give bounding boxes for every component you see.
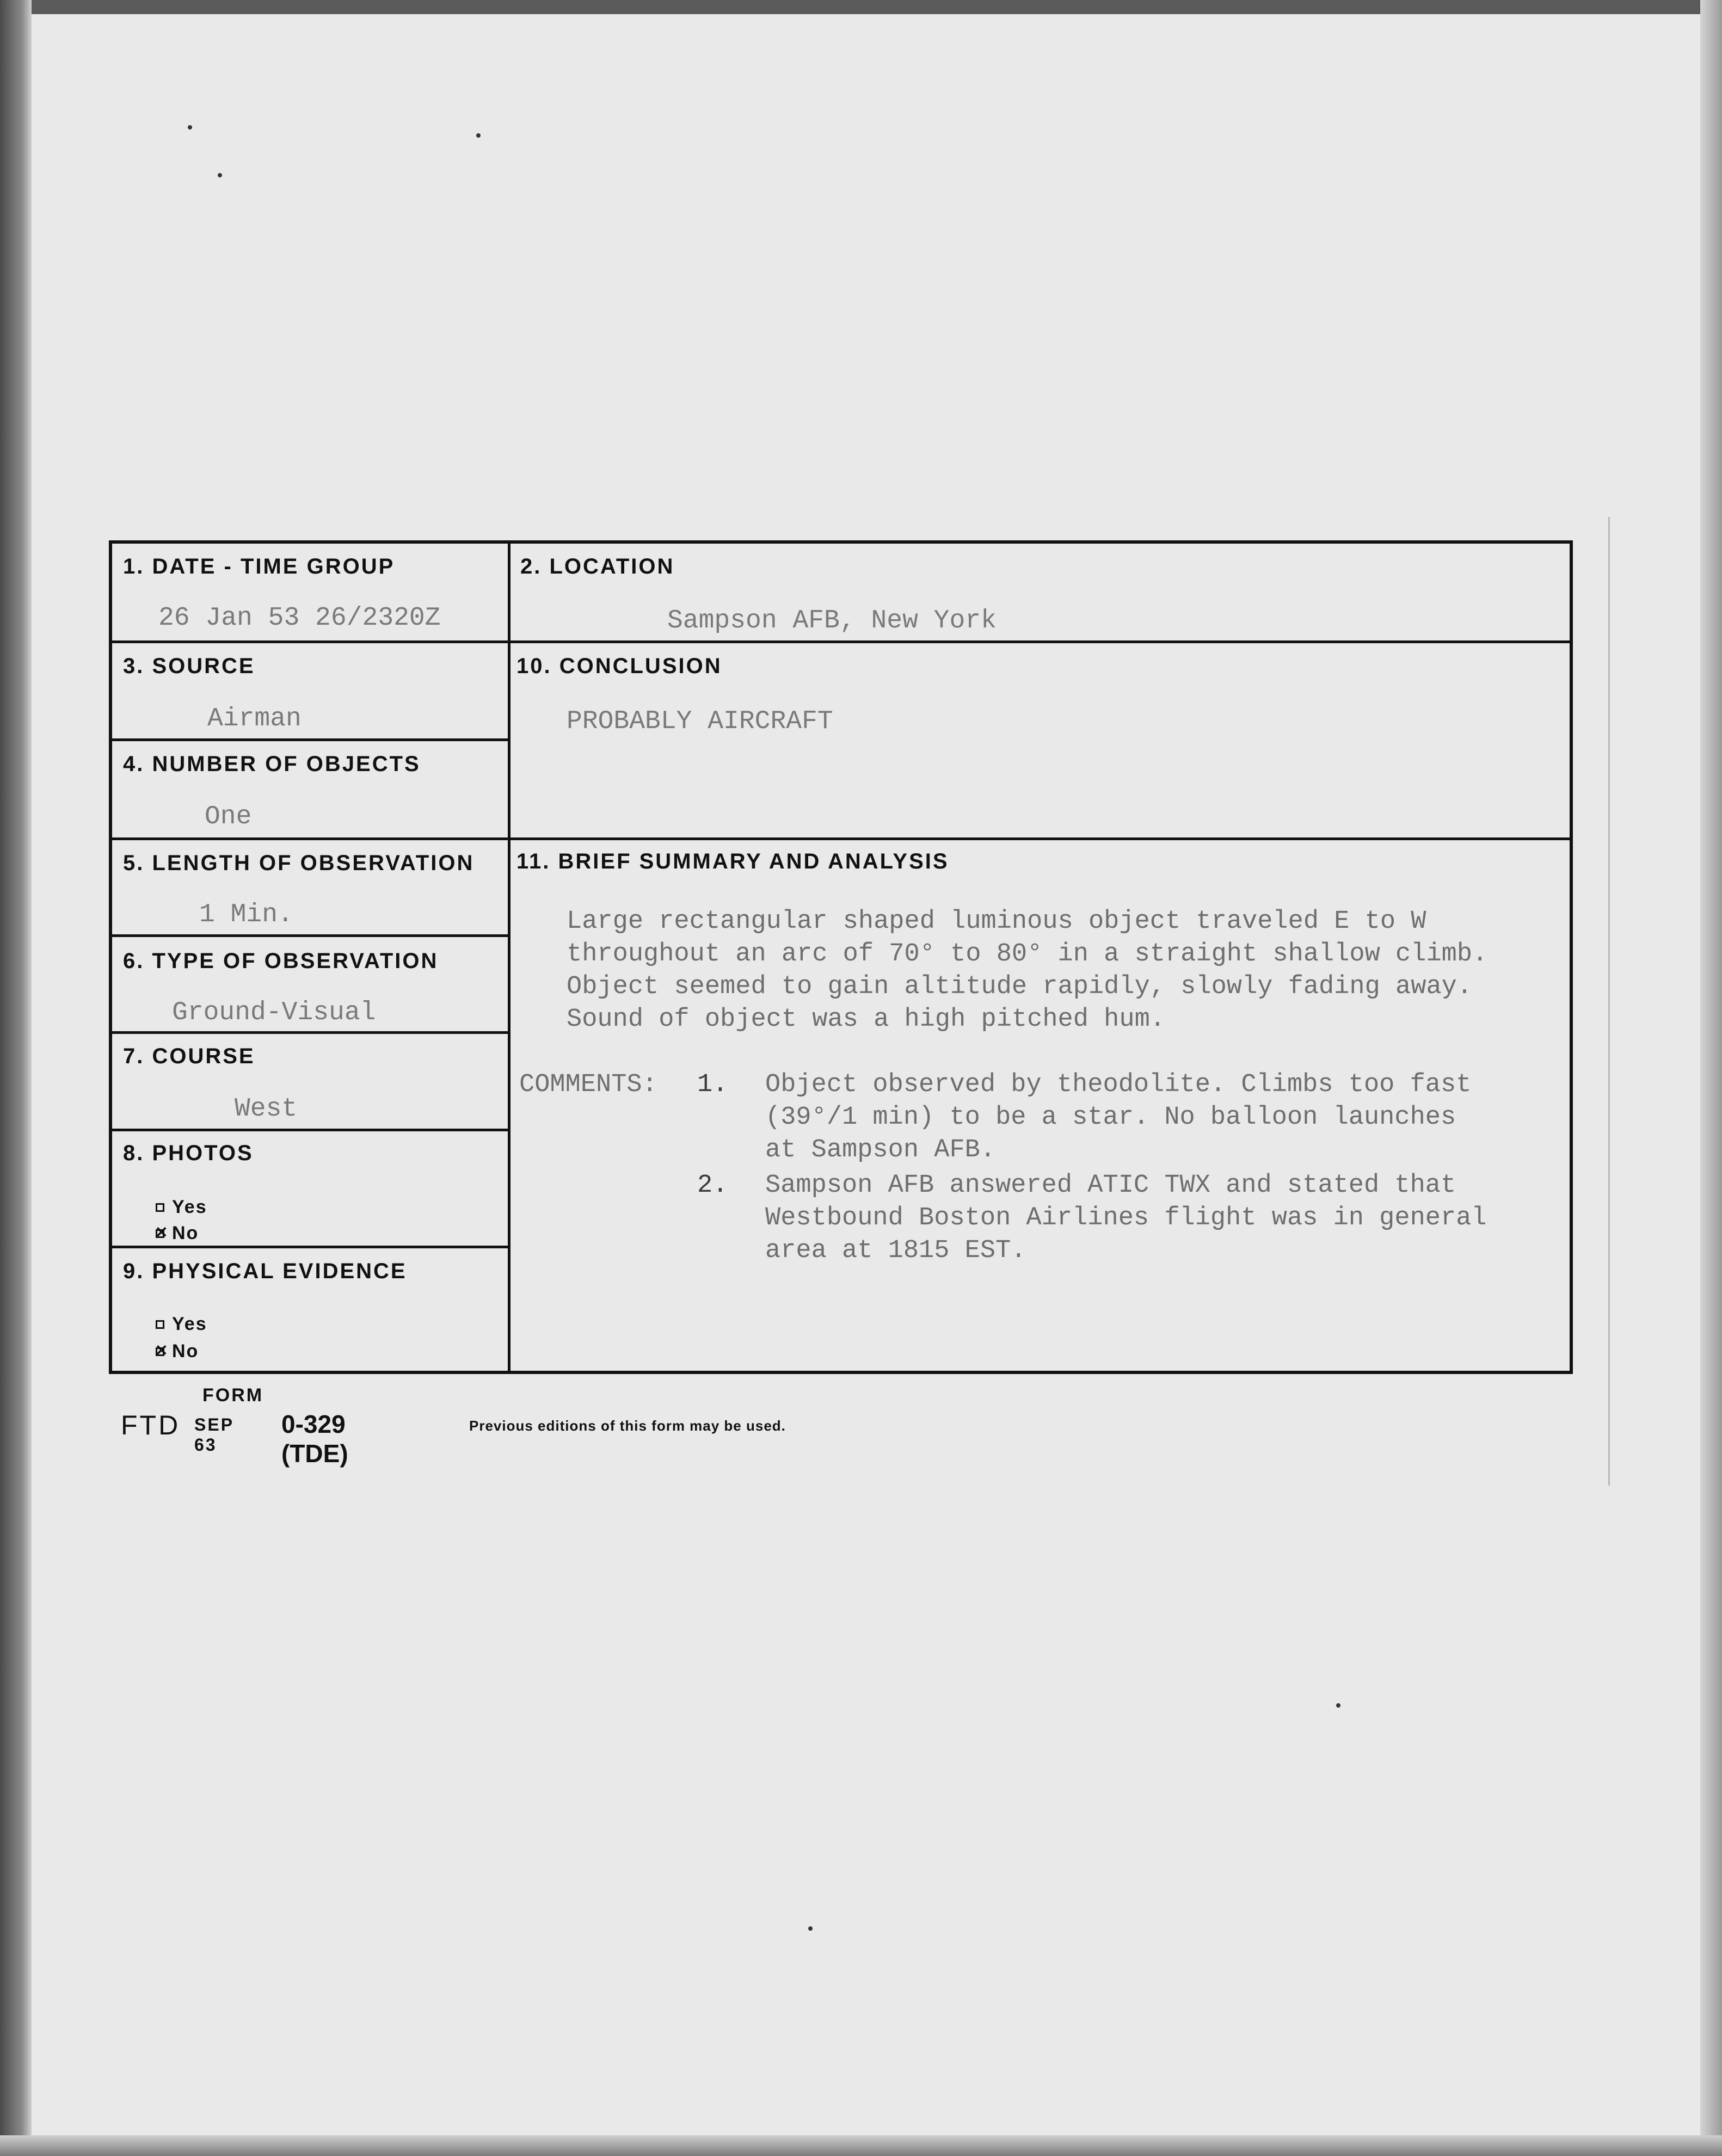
source-label: 3. SOURCE — [123, 654, 255, 678]
length-of-observation-label: 5. LENGTH OF OBSERVATION — [123, 851, 475, 875]
scan-border-top — [0, 0, 1722, 14]
summary-line: Sound of object was a high pitched hum. — [567, 1005, 1165, 1034]
footer-form-label: FORM — [202, 1385, 264, 1406]
comment-text — [765, 1069, 1471, 1167]
location-value: Sampson AFB, New York — [667, 606, 997, 636]
dust-speck — [476, 133, 481, 138]
row-divider — [112, 837, 508, 840]
photos-yes-checkbox[interactable] — [156, 1203, 164, 1212]
conclusion-value: PROBABLY AIRCRAFT — [567, 707, 833, 736]
comment-line: Westbound Boston Airlines flight was in general — [765, 1204, 1487, 1233]
physical-evidence-no-checkbox[interactable] — [156, 1347, 164, 1356]
photos-no-option[interactable] — [156, 1223, 199, 1244]
report-form — [109, 540, 1573, 1374]
footer-note: Previous editions of this form may be used. — [469, 1418, 786, 1434]
scan-border-right — [1700, 0, 1722, 2156]
physical-evidence-no-label: No — [172, 1341, 199, 1362]
physical-evidence-yes-option[interactable] — [156, 1314, 207, 1335]
dust-speck — [188, 125, 192, 130]
dust-speck — [218, 173, 222, 177]
number-of-objects-label: 4. NUMBER OF OBJECTS — [123, 752, 421, 776]
scan-border-bottom — [0, 2135, 1722, 2156]
comments-label: COMMENTS: — [519, 1070, 657, 1099]
conclusion-label: 10. CONCLUSION — [516, 654, 722, 678]
photos-yes-option[interactable] — [156, 1197, 207, 1218]
row-divider — [112, 640, 1571, 643]
row-divider — [112, 1031, 508, 1034]
source-value: Airman — [207, 704, 302, 734]
margin-rule — [1608, 517, 1610, 1486]
course-value: West — [235, 1094, 298, 1124]
comment-line: at Sampson AFB. — [765, 1136, 996, 1165]
comment-line: Object observed by theodolite. Climbs too fast — [765, 1070, 1472, 1099]
row-divider — [112, 1129, 508, 1131]
row-divider — [112, 934, 508, 937]
comment-line: (39°/1 min) to be a star. No balloon launches — [765, 1103, 1456, 1132]
type-of-observation-label: 6. TYPE OF OBSERVATION — [123, 949, 439, 973]
photos-yes-label: Yes — [172, 1197, 207, 1217]
date-time-group-label: 1. DATE - TIME GROUP — [123, 555, 395, 578]
summary-line: Large rectangular shaped luminous object traveled E to W — [567, 907, 1426, 936]
summary-line: throughout an arc of 70° to 80° in a straight shallow climb. — [567, 940, 1488, 969]
physical-evidence-yes-label: Yes — [172, 1314, 207, 1334]
comment-text — [765, 1169, 1487, 1267]
footer-date: SEP 63 — [194, 1415, 234, 1455]
summary-text — [567, 905, 1487, 1036]
comment-line: Sampson AFB answered ATIC TWX and stated that — [765, 1171, 1456, 1200]
comment-number: 2. — [697, 1171, 728, 1200]
dust-speck — [808, 1926, 813, 1931]
length-of-observation-value: 1 Min. — [199, 900, 293, 929]
photos-label: 8. PHOTOS — [123, 1141, 254, 1165]
dust-speck — [1336, 1703, 1340, 1708]
physical-evidence-no-option[interactable] — [156, 1341, 199, 1362]
photos-no-label: No — [172, 1223, 199, 1243]
type-of-observation-value: Ground-Visual — [172, 998, 376, 1027]
photos-no-checkbox[interactable] — [156, 1229, 164, 1238]
row-divider — [112, 1246, 508, 1248]
physical-evidence-label: 9. PHYSICAL EVIDENCE — [123, 1259, 407, 1283]
scan-border-left — [0, 0, 32, 2156]
row-divider — [508, 837, 1571, 840]
footer-form-number: 0-329 (TDE) — [281, 1410, 348, 1468]
column-divider — [508, 544, 511, 1371]
summary-line: Object seemed to gain altitude rapidly, slowly fading away. — [567, 972, 1473, 1001]
comment-number: 1. — [697, 1070, 728, 1099]
location-label: 2. LOCATION — [520, 555, 675, 578]
row-divider — [112, 738, 508, 741]
physical-evidence-yes-checkbox[interactable] — [156, 1320, 164, 1329]
date-time-group-value: 26 Jan 53 26/2320Z — [158, 603, 441, 633]
footer-ftd: FTD — [121, 1410, 181, 1440]
comment-line: area at 1815 EST. — [765, 1236, 1026, 1265]
number-of-objects-value: One — [205, 802, 252, 831]
summary-label: 11. BRIEF SUMMARY AND ANALYSIS — [516, 849, 949, 873]
course-label: 7. COURSE — [123, 1044, 255, 1068]
